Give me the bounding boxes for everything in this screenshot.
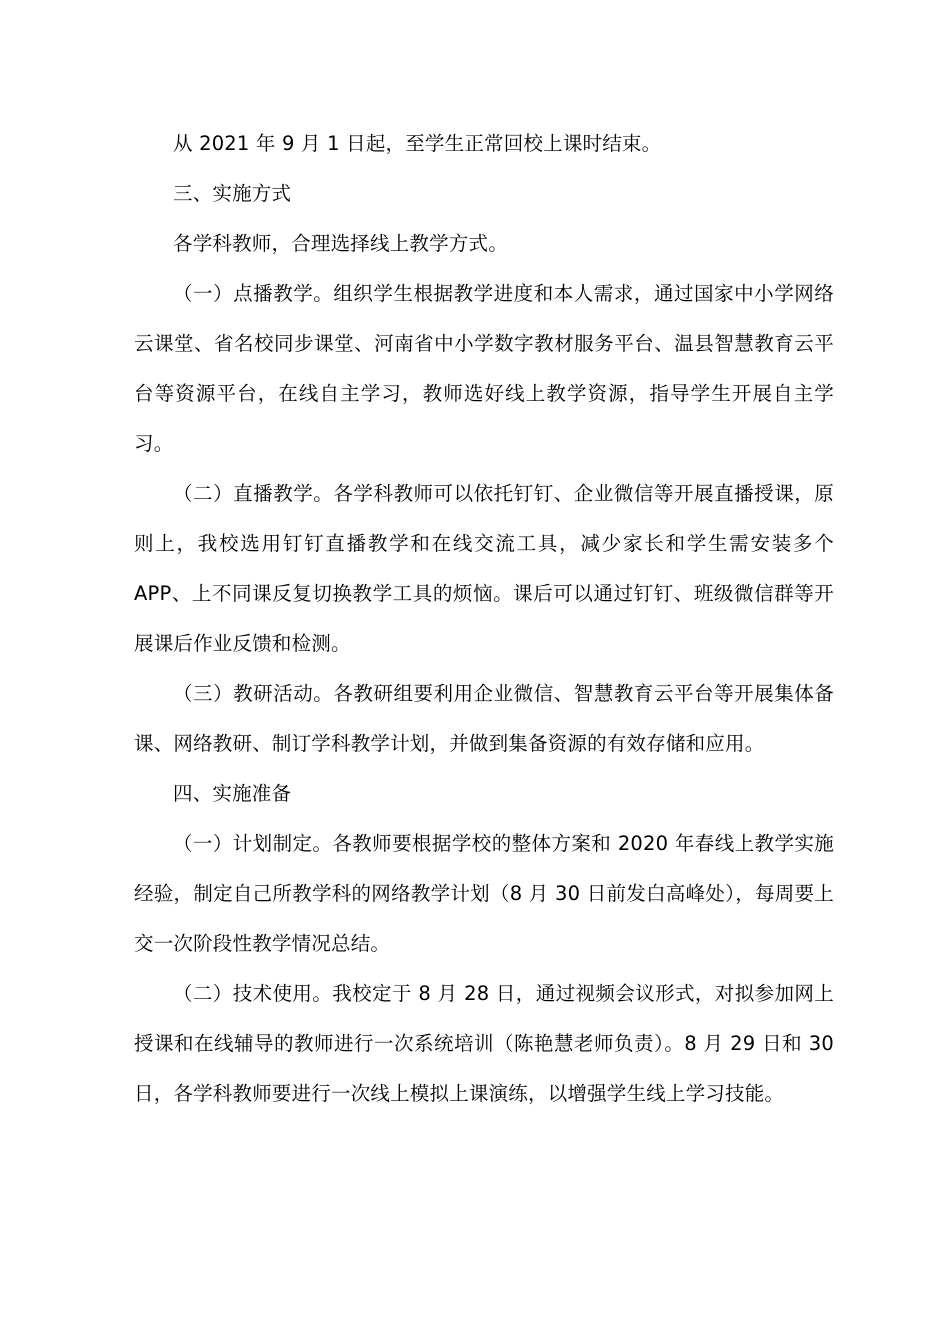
- paragraph-on-demand-teaching: （一）点播教学。组织学生根据教学进度和本人需求，通过国家中小学网络云课堂、省名校同步课堂、河南省中小学数字教材服务平台、温县智慧教育云平台等资源平台，在线自主学习，教师选好线上教学资源，指导学生开展自主学习。: [134, 282, 834, 455]
- paragraph-technology-use: （二）技术使用。我校定于 8 月 28 日，通过视频会议形式，对拟参加网上授课和在线辅导的教师进行一次系统培训（陈艳慧老师负责）。8 月 29 日和 30 日，各学科教师要进行一次线上模拟上课演练，以增强学生线上学习技能。: [134, 982, 834, 1105]
- section-heading-implementation-method: 三、实施方式: [173, 182, 292, 205]
- paragraph-live-teaching: （二）直播教学。各学科教师可以依托钉钉、企业微信等开展直播授课，原则上，我校选用钉钉直播教学和在线交流工具，减少家长和学生需安装多个 APP、上不同课反复切换教学工具的烦恼。课后可以通过钉钉、班级微信群等开展课后作业反馈和检测。: [134, 482, 834, 655]
- paragraph-plan-making: （一）计划制定。各教师要根据学校的整体方案和 2020 年春线上教学实施经验，制定自己所教学科的网络教学计划（8 月 30 日前发白高峰处），每周要上交一次阶段性教学情况总结。: [134, 832, 834, 955]
- document-body: [134, 119, 834, 1119]
- paragraph-method-intro: 各学科教师，合理选择线上教学方式。: [173, 232, 508, 255]
- paragraph-research-activities: （三）教研活动。各教研组要利用企业微信、智慧教育云平台等开展集体备课、网络教研、制订学科教学计划，并做到集备资源的有效存储和应用。: [134, 682, 834, 755]
- section-heading-implementation-preparation: 四、实施准备: [173, 782, 292, 805]
- paragraph-time-range: 从 2021 年 9 月 1 日起，至学生正常回校上课时结束。: [173, 132, 662, 155]
